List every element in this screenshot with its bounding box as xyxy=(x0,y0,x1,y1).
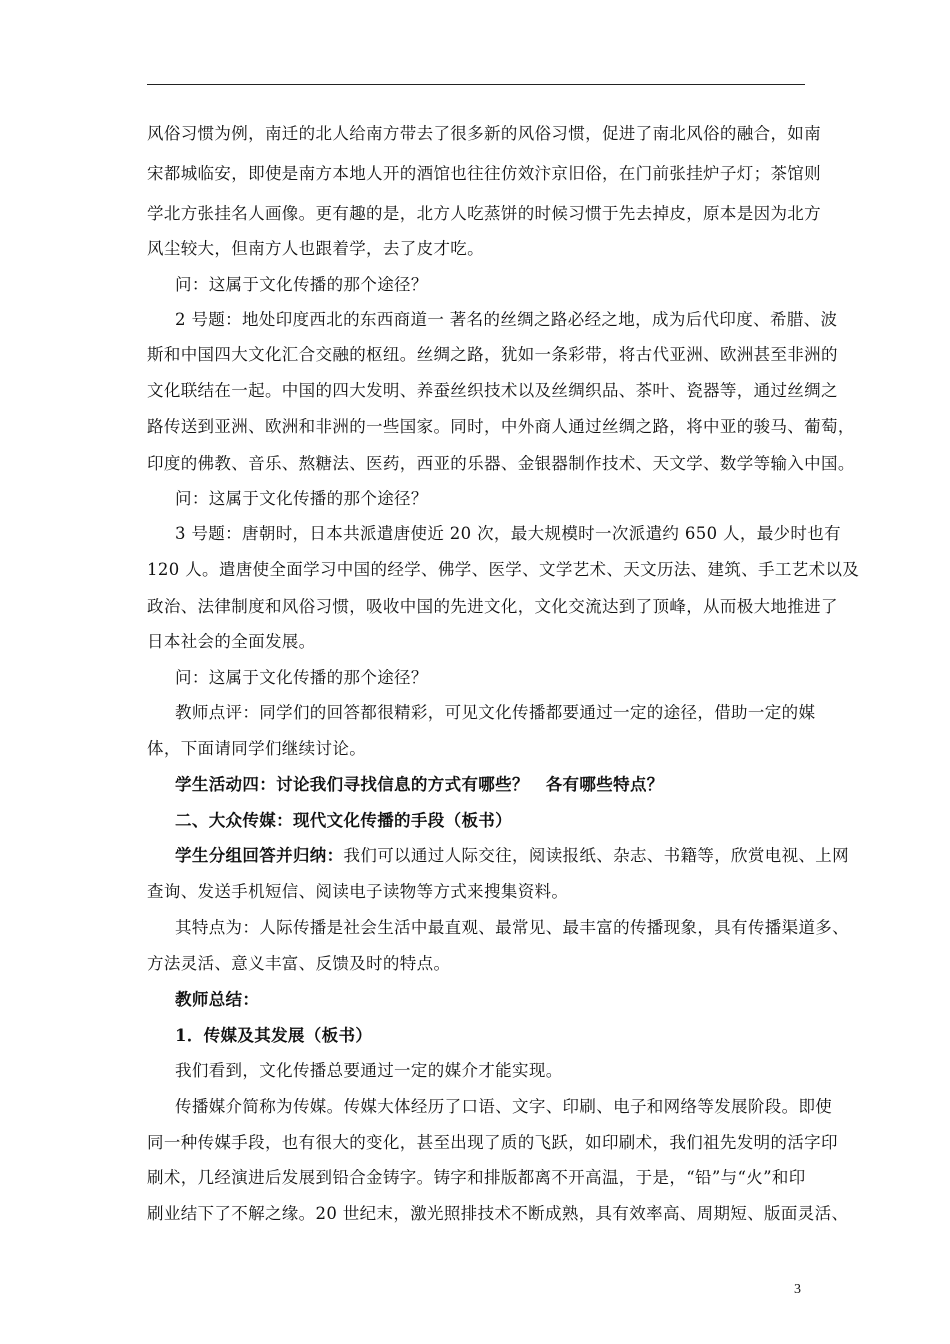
page-number: 3 xyxy=(794,1282,801,1297)
question-line: 问：这属于文化传播的那个途径？ xyxy=(175,668,428,687)
text-line: 2 号题：地处印度西北的东西商道一 著名的丝绸之路必经之地，成为后代印度、希腊、波 xyxy=(175,310,838,329)
text-line: 日本社会的全面发展。 xyxy=(147,632,316,651)
question-line: 问：这属于文化传播的那个途径？ xyxy=(175,489,428,508)
header-rule xyxy=(147,84,805,85)
activity-heading: 学生活动四：讨论我们寻找信息的方式有哪些？ 各有哪些特点？ xyxy=(175,775,664,794)
text-line: 风尘较大，但南方人也跟着学，去了皮才吃。 xyxy=(147,239,484,258)
text-line: 政治、法律制度和风俗习惯，吸收中国的先进文化，文化交流达到了顶峰，从而极大地推进了 xyxy=(147,597,838,616)
text-line: 路传送到亚洲、欧洲和非洲的一些国家。同时，中外商人通过丝绸之路，将中亚的骏马、葡萄， xyxy=(147,417,855,436)
text-line: 刷术，几经演进后发展到铅合金铸字。铸字和排版都离不开高温，于是，“铅”与“火”和印 xyxy=(147,1168,806,1187)
question-line: 问：这属于文化传播的那个途径？ xyxy=(175,275,428,294)
text-line: 其特点为：人际传播是社会生活中最直观、最常见、最丰富的传播现象，具有传播渠道多、 xyxy=(175,918,849,937)
summary-label: 学生分组回答并归纳： xyxy=(175,846,344,865)
text-line: 斯和中国四大文化汇合交融的枢纽。丝绸之路，犹如一条彩带，将古代亚洲、欧洲甚至非洲的 xyxy=(147,345,838,364)
text-line: 体，下面请同学们继续讨论。 xyxy=(147,739,367,758)
text-line: 印度的佛教、音乐、熬糖法、医药，西亚的乐器、金银器制作技术、天文学、数学等输入中国。 xyxy=(147,454,855,473)
text-line: 120 人。遣唐使全面学习中国的经学、佛学、医学、文学艺术、天文历法、建筑、手工艺术以及 xyxy=(147,560,860,579)
text-line: 教师点评：同学们的回答都很精彩，可见文化传播都要通过一定的途径，借助一定的媒 xyxy=(175,703,816,722)
text-line: 宋都城临安，即使是南方本地人开的酒馆也往往仿效汴京旧俗，在门前张挂炉子灯；茶馆则 xyxy=(147,164,821,183)
summary-text: 我们可以通过人际交往，阅读报纸、杂志、书籍等，欣赏电视、上网 xyxy=(343,846,849,865)
text-line: 我们看到，文化传播总要通过一定的媒介才能实现。 xyxy=(175,1061,563,1080)
text-line: 传播媒介简称为传媒。传媒大体经历了口语、文字、印刷、电子和网络等发展阶段。即使 xyxy=(175,1097,833,1116)
text-line: 方法灵活、意义丰富、反馈及时的特点。 xyxy=(147,954,451,973)
text-line: 3 号题：唐朝时，日本共派遣唐使近 20 次，最大规模时一次派遣约 650 人，最少时也有 xyxy=(175,524,841,543)
summary-line xyxy=(175,845,849,867)
section-heading: 二、大众传媒：现代文化传播的手段（板书） xyxy=(175,811,512,830)
text-line: 同一种传媒手段，也有很大的变化，甚至出现了质的飞跃，如印刷术，我们祖先发明的活字印 xyxy=(147,1133,838,1152)
text-line: 风俗习惯为例，南迁的北人给南方带去了很多新的风俗习惯，促进了南北风俗的融合，如南 xyxy=(147,124,821,143)
subsection-heading: 1．传媒及其发展（板书） xyxy=(175,1026,373,1045)
teacher-summary-heading: 教师总结： xyxy=(175,990,260,1009)
text-line: 学北方张挂名人画像。更有趣的是，北方人吃蒸饼的时候习惯于先去掉皮，原本是因为北方 xyxy=(147,204,821,223)
text-line: 刷业结下了不解之缘。20 世纪末，激光照排技术不断成熟，具有效率高、周期短、版面灵活、 xyxy=(147,1204,849,1223)
text-line: 文化联结在一起。中国的四大发明、养蚕丝织技术以及丝绸织品、茶叶、瓷器等，通过丝绸之 xyxy=(147,381,838,400)
text-line: 查询、发送手机短信、阅读电子读物等方式来搜集资料。 xyxy=(147,882,569,901)
